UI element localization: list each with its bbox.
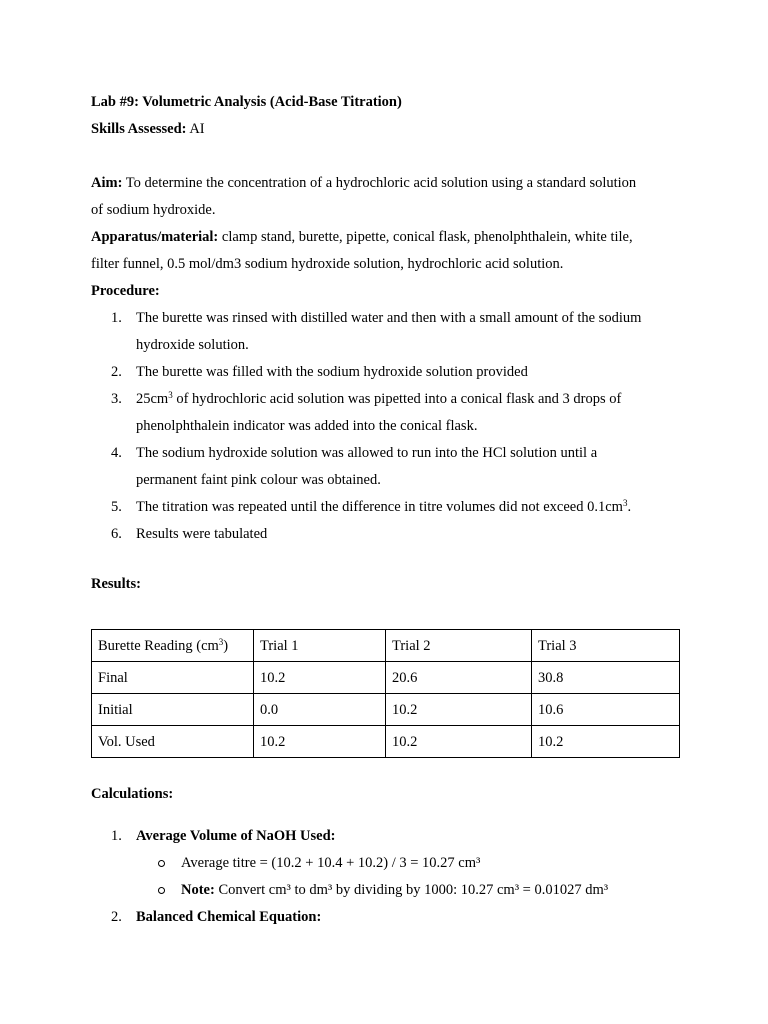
- hollow-bullet-icon: [158, 887, 165, 894]
- aim-label: Aim:: [91, 175, 123, 191]
- table-row: [92, 662, 680, 694]
- table-cell: 20.6: [386, 662, 532, 694]
- table-cell: 10.2: [532, 726, 680, 758]
- skills-assessed: Skills Assessed: AI: [91, 121, 205, 137]
- table-cell: Burette Reading $(cm^3)$: [92, 630, 254, 662]
- results-heading: Results:: [91, 576, 141, 592]
- calculation-subitem: Note: Convert cm³ to dm³ by dividing by 1000: 10.27 cm³ = 0.01027 dm³: [91, 877, 691, 904]
- procedure-step: 3. $25cm^3$ of hydrochloric acid solution was pipetted into a conical flask and 3 drops of phenolphthalein indicator was added into the conical flask.: [111, 390, 622, 434]
- apparatus-section: [91, 224, 681, 278]
- calculation-item: 1. Average Volume of NaOH Used:: [111, 828, 336, 844]
- calculation-item: 2. Balanced Chemical Equation:: [111, 909, 322, 925]
- calculations-list: [91, 823, 691, 931]
- table-row: [92, 694, 680, 726]
- calculation-subitem: Average titre = (10.2 + 10.4 + 10.2) / 3 = 10.27 cm³: [91, 850, 691, 877]
- table-cell: Final: [92, 662, 254, 694]
- procedure-step: 5. The titration was repeated until the difference in titre volumes did not exceed $0.1cm^3$.: [111, 498, 632, 515]
- table-cell: 0.0: [254, 694, 386, 726]
- table-cell: 30.8: [532, 662, 680, 694]
- apparatus-label: Apparatus/material:: [91, 229, 219, 245]
- lab-title: Lab #9: Volumetric Analysis (Acid-Base Titration): [91, 94, 402, 110]
- aim-section: [91, 170, 681, 224]
- procedure-heading: Procedure:: [91, 283, 160, 299]
- calculations-heading: Calculations:: [91, 786, 174, 802]
- table-cell: Trial 3: [532, 630, 680, 662]
- apparatus-text: clamp stand, burette, pipette, conical flask, phenolphthalein, white tile,: [221, 229, 633, 245]
- procedure-step: 1. The burette was rinsed with distilled water and then with a small amount of the sodium hydroxide solution.: [111, 310, 642, 353]
- results-table: [91, 629, 680, 758]
- procedure-step: 2. The burette was filled with the sodium hydroxide solution provided: [111, 364, 528, 380]
- table-row: [92, 726, 680, 758]
- procedure-step: 6. Results were tabulated: [111, 526, 268, 542]
- aim-text-continued: of sodium hydroxide.: [91, 202, 216, 218]
- table-header-row: [92, 630, 680, 662]
- table-cell: 10.2: [254, 662, 386, 694]
- table-cell: Trial 1: [254, 630, 386, 662]
- table-cell: Trial 2: [386, 630, 532, 662]
- hollow-bullet-icon: [158, 860, 165, 867]
- procedure-step: 4. The sodium hydroxide solution was allowed to run into the HCl solution until a permanent faint pink colour was obtained.: [111, 445, 598, 488]
- aim-text: To determine the concentration of a hydrochloric acid solution using a standard solution: [125, 175, 637, 191]
- apparatus-text-continued: filter funnel, 0.5 mol/dm3 sodium hydroxide solution, hydrochloric acid solution.: [91, 256, 564, 272]
- table-cell: Vol. Used: [92, 726, 254, 758]
- procedure-section: [91, 278, 681, 548]
- table-cell: 10.6: [532, 694, 680, 726]
- table-cell: 10.2: [386, 694, 532, 726]
- table-cell: 10.2: [386, 726, 532, 758]
- table-cell: Initial: [92, 694, 254, 726]
- table-cell: 10.2: [254, 726, 386, 758]
